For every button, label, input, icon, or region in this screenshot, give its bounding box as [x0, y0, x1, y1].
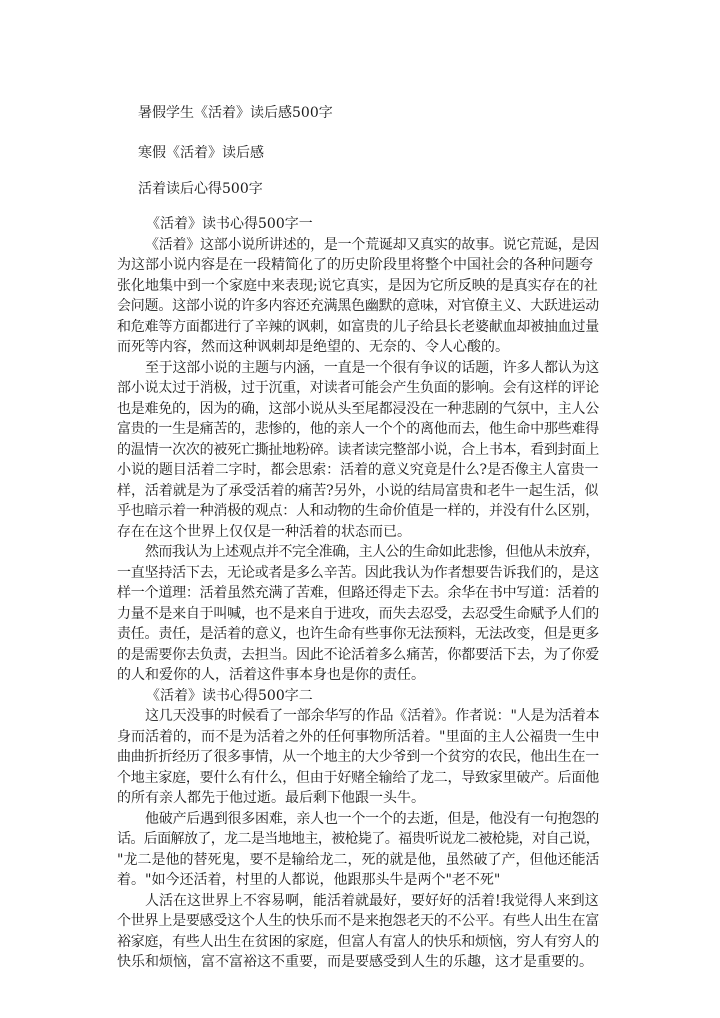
- paragraph-line: 的温情一次次的被死亡撕扯地粉碎。读者读完整部小说，合上书本，看到封面上: [117, 441, 599, 458]
- paragraph: [117, 809, 599, 891]
- paragraph-line: 这几天没事的时候看了一部余华写的作品《活着》。作者说："人是为活着本: [145, 708, 599, 724]
- paragraph-line: 和危难等方面都进行了辛辣的讽刺，如富贵的儿子给县长老婆献血却被抽血过量: [117, 318, 599, 335]
- paragraph-line: 而死等内容，然而这种讽刺却是绝望的、无奈的、令人心酸的。: [117, 339, 509, 355]
- paragraph-line: 力量不是来自于叫喊，也不是来自于进攻，而失去忍受，去忍受生命赋予人们的: [117, 605, 599, 622]
- paragraph-line: 话。后面解放了，龙二是当地地主，被枪毙了。福贵听说龙二被枪毙，对自己说，: [117, 831, 599, 847]
- article-body: [117, 214, 599, 973]
- paragraph-line: 存在在这个世界上仅仅是一种活着的状态而已。: [117, 523, 411, 540]
- paragraph-line: 样，活着就是为了承受活着的痛苦?另外，小说的结局富贵和老牛一起生活，似: [117, 482, 599, 499]
- paragraph: [117, 891, 599, 973]
- paragraph-line: 乎也暗示着一种消极的观点：人和动物的生命价值是一样的，并没有什么区别，: [117, 503, 599, 519]
- paragraph-line: 也是难免的，因为的确，这部小说从头至尾都浸没在一种悲剧的气氛中，主人公: [117, 400, 599, 417]
- paragraph-line: 富贵的一生是痛苦的，悲惨的，他的亲人一个个的离他而去，他生命中那些难得: [117, 421, 599, 437]
- paragraph-line: 裕家庭，有些人出生在贫困的家庭，但富人有富人的快乐和烦恼，穷人有穷人的: [117, 933, 599, 950]
- paragraph-line: 快乐和烦恼，富不富裕这不重要，而是要感受到人生的乐趣，这才是重要的。: [117, 954, 593, 970]
- paragraph-line: 责任。责任，是活着的意义，也许生命有些事你无法预料，无法改变，但是更多: [117, 626, 599, 642]
- paragraph-line: 的是需要你去负责，去担当。因此不论活着多么痛苦，你都要活下去，为了你爱: [117, 646, 599, 663]
- related-link[interactable]: 暑假学生《活着》读后感500字: [138, 105, 333, 121]
- paragraph-line: 曲曲折折经历了很多事情，从一个地主的大少爷到一个贫穷的农民，他出生在一: [117, 749, 599, 765]
- paragraph-line: 人活在这世界上不容易啊，能活着就最好，要好好的活着!我觉得人来到这: [145, 892, 599, 909]
- related-link[interactable]: 寒假《活着》读后感: [138, 145, 264, 161]
- paragraph-line: 部小说太过于消极，过于沉重，对读者可能会产生负面的影响。会有这样的评论: [117, 380, 599, 396]
- paragraph-line: 身而活着的，而不是为活着之外的任何事物所活着。"里面的主人公福贵一生中: [117, 728, 599, 745]
- paragraph-line: 一直坚持活下去，无论或者是多么辛苦。因此我认为作者想要告诉我们的，是这: [117, 564, 599, 581]
- paragraph-line: 《活着》这部小说所讲述的，是一个荒诞却又真实的故事。说它荒诞，是因: [145, 236, 599, 253]
- section-heading: 《活着》读书心得500字二: [146, 687, 313, 704]
- paragraph-line: 的所有亲人都先于他过逝。最后剩下他跟一头牛。: [117, 790, 425, 806]
- paragraph-line: 的人和爱你的人，活着这件事本身也是你的责任。: [117, 667, 425, 683]
- paragraph-line: 个地主家庭，要什么有什么，但由于好赌全输给了龙二，导致家里破产。后面他: [117, 769, 599, 786]
- paragraph-line: "龙二是他的替死鬼，要不是输给龙二，死的就是他，虽然破了产，但他还能活: [117, 851, 599, 868]
- section-heading: 《活着》读书心得500字一: [146, 216, 313, 232]
- paragraph-line: 样一个道理：活着虽然充满了苦难，但路还得走下去。余华在书中写道：活着的: [117, 585, 599, 601]
- paragraph-line: 个世界上是要感受这个人生的快乐而不是来抱怨老天的不公平。有些人出生在富: [117, 913, 599, 929]
- paragraph: [117, 542, 599, 686]
- paragraph: [117, 358, 599, 543]
- paragraph-line: 他破产后遇到很多困难，亲人也一个一个的去逝，但是，他没有一句抱怨的: [145, 810, 599, 827]
- paragraph: [117, 706, 599, 809]
- paragraph-line: 至于这部小说的主题与内涵，一直是一个很有争议的话题，许多人都认为这: [145, 359, 599, 376]
- paragraph-line: 会问题。这部小说的许多内容还充满黑色幽默的意味，对官僚主义、大跃进运动: [117, 298, 599, 314]
- paragraph-line: 小说的题目活着二字时，都会思索：活着的意义究竟是什么?是否像主人富贵一: [117, 462, 599, 478]
- related-link[interactable]: 活着读后心得500字: [138, 181, 263, 197]
- paragraph-line: 为这部小说内容是在一段精简化了的历史阶段里将整个中国社会的各种问题夸: [117, 257, 593, 273]
- paragraph-line: 着。"如今还活着，村里的人都说，他跟那头牛是两个"老不死": [117, 872, 501, 888]
- paragraph-line: 然而我认为上述观点并不完全准确，主人公的生命如此悲惨，但他从未放弃，: [145, 544, 599, 560]
- paragraph-line: 张化地集中到一个家庭中来表现;说它真实，是因为它所反映的是真实存在的社: [117, 277, 598, 294]
- paragraph: [117, 235, 599, 358]
